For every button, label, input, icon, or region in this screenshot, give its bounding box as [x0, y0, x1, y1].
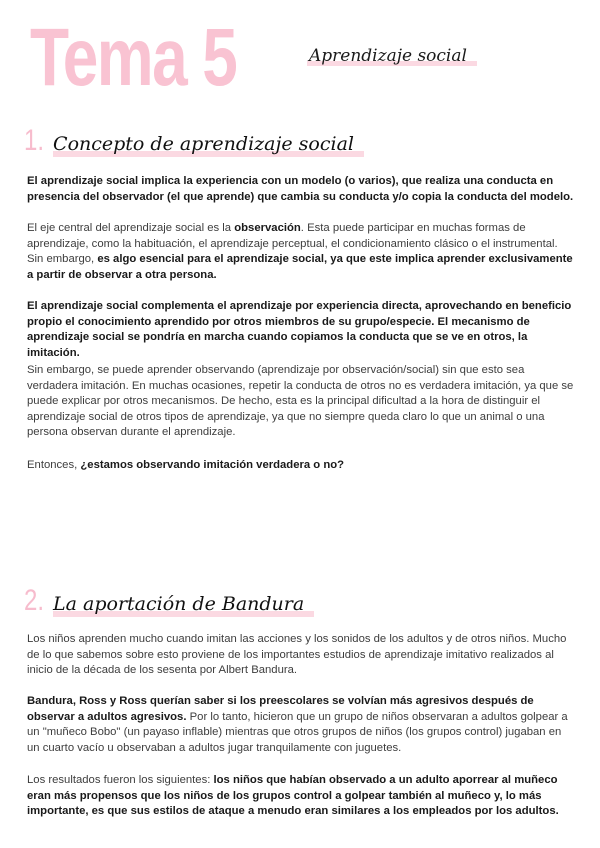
- bold-text: es algo esencial para el aprendizaje social, ya que este implica aprender exclusivamente a partir de observar a otra persona.: [27, 253, 573, 281]
- paragraph: [27, 773, 575, 820]
- text: Por lo tanto, hicieron que un grupo de niños observaran a adultos golpear a un "muñeco Bobo" (un payaso inflable) mientras que otros grupos de niños (los grupos control) jugaban en un cuarto vacío u observaban a adultos jugar tranquilamente con juguetes.: [27, 710, 568, 754]
- bold-text: El aprendizaje social complementa el aprendizaje por experiencia directa, aprovechando en beneficio propio el conocimiento aprendido por otros miembros de su grupo/especie. El mecanismo de aprendizaje social se pondría en marcha cuando copiamos la conducta que se ve en otros, la imitación.: [27, 300, 572, 359]
- section-title: Concepto de aprendizaje social: [53, 133, 354, 155]
- text: Entonces,: [27, 459, 81, 471]
- paragraph: [27, 174, 575, 205]
- paragraph: [27, 221, 575, 283]
- bold-text: observación: [234, 222, 301, 234]
- section-number: 2.: [24, 584, 45, 617]
- bold-text: los niños que habían observado a un adulto aporrear al muñeco eran más propensos que los niños de los grupos control a golpear también al muñeco y, lo más importante, es que sus estilos de ataque a menudo eran similares a los empleados por los adultos.: [27, 774, 559, 818]
- page-title: Tema 5: [30, 12, 237, 103]
- paragraph: [27, 632, 575, 679]
- paragraph: [27, 363, 575, 441]
- text: Los niños aprenden mucho cuando imitan las acciones y los sonidos de los adultos y de otros niños. Mucho de lo que sabemos sobre esto proviene de los importantes estudios de aprendizaje imitativo realizados al inicio de la década de los sesenta por Albert Bandura.: [27, 633, 567, 677]
- bold-text: ¿estamos observando imitación verdadera o no?: [80, 459, 345, 471]
- text: Sin embargo, se puede aprender observando (aprendizaje por observación/social) sin que esto sea verdadera imitación. En muchas ocasiones, repetir la conducta de otros no es verdadera imitación, ya que se puede explicar por otros mecanismos. De hecho, esta es la principal dificultad a la hora de distinguir el aprendizaje social de otros tipos de aprendizaje, ya que no siempre queda claro lo que un animal o una persona observan durante el aprendizaje.: [27, 364, 574, 439]
- paragraph: [27, 299, 575, 361]
- text: Los resultados fueron los siguientes:: [27, 774, 214, 786]
- page-subtitle: Aprendizaje social: [309, 46, 467, 66]
- paragraph: [27, 694, 575, 756]
- page-subtitle-wrap: [309, 44, 467, 68]
- text: El eje central del aprendizaje social es la: [27, 222, 235, 234]
- section-number: 1.: [24, 124, 45, 157]
- text: . Esta puede participar en muchas formas de aprendizaje, como la habituación, el aprendizaje perceptual, el condicionamiento clásico o el instrumental. Sin embargo,: [27, 222, 558, 266]
- section-2-heading: [24, 584, 304, 618]
- bold-text: Bandura, Ross y Ross querían saber si los preescolares se volvían más agresivos después de observar a adultos agresivos.: [27, 695, 534, 723]
- bold-text: El aprendizaje social implica la experiencia con un modelo (o varios), que realiza una conducta en presencia del observador (el que aprende) que cambia su conducta y/o copia la conducta del modelo.: [27, 175, 574, 203]
- section-1-heading: [24, 124, 354, 158]
- paragraph: [27, 458, 575, 474]
- section-title: La aportación de Bandura: [53, 593, 305, 615]
